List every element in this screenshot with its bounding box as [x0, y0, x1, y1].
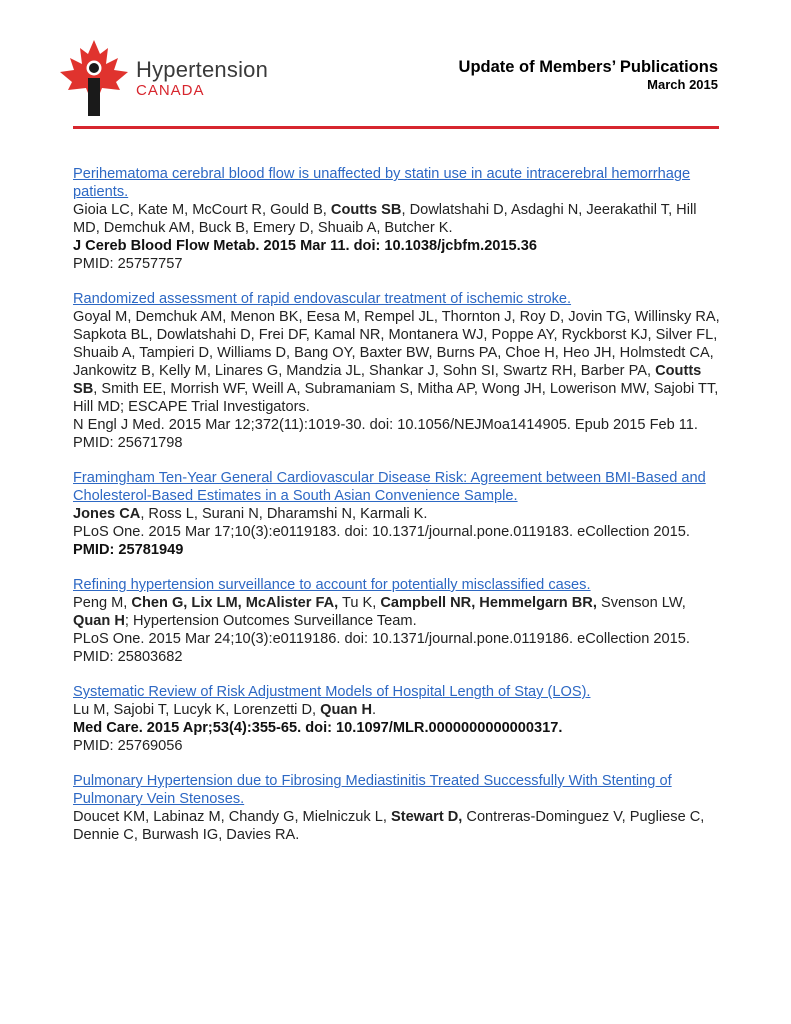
publication-citation: N Engl J Med. 2015 Mar 12;372(11):1019-30. doi: 10.1056/NEJMoa1414905. Epub 2015 Feb 11.: [73, 417, 698, 433]
maple-leaf-person-icon: [58, 38, 130, 120]
publication-title-link[interactable]: Randomized assessment of rapid endovascular treatment of ischemic stroke.: [73, 291, 572, 307]
publication-authors: [73, 808, 723, 844]
author-text: Goyal M, Demchuk AM, Menon BK, Eesa M, Rempel JL, Thornton J, Roy D, Jovin TG, Willinsky RA, Sapkota BL, Dowlatshahi D, Frei DF, Kamal NR, Montanera WJ, Poppe AY, Ryckborst KJ, Silver FL, Shuaib A, Tampieri D, Williams D, Bang OY, Baxter BW, Burns PA, Choe H, Heo JH, Holmstedt CA, Jankowitz B, Kelly M, Linares G, Mandzia JL, Shankar J, Sohn SI, Swartz RH, Barber PA,: [73, 309, 720, 379]
publication-title-link[interactable]: Refining hypertension surveillance to account for potentially misclassified cases.: [73, 577, 591, 593]
publication-citation: J Cereb Blood Flow Metab. 2015 Mar 11. doi: 10.1038/jcbfm.2015.36: [73, 238, 537, 254]
member-author-name: Stewart D,: [390, 809, 463, 825]
publication-item: [73, 165, 723, 273]
page-date: March 2015: [647, 77, 718, 92]
author-text: Lu M, Sajobi T, Lucyk K, Lorenzetti D,: [73, 702, 321, 718]
author-text: Svenson LW,: [596, 595, 686, 611]
logo-subtitle: CANADA: [136, 82, 205, 99]
author-text: , Ross L, Surani N, Dharamshi N, Karmali K.: [140, 506, 428, 522]
publication-authors: [73, 701, 723, 719]
publication-authors: [73, 308, 723, 416]
publication-item: [73, 772, 723, 844]
publication-pmid: PMID: 25781949: [73, 542, 184, 558]
publication-pmid: PMID: 25769056: [73, 738, 183, 754]
author-text: Peng M,: [73, 595, 132, 611]
publication-authors: [73, 201, 723, 237]
member-author-name: Coutts SB: [330, 202, 402, 218]
author-text: Tu K,: [338, 595, 381, 611]
author-text: .: [372, 702, 377, 718]
publication-pmid: PMID: 25803682: [73, 649, 183, 665]
publication-pmid: PMID: 25757757: [73, 256, 183, 272]
publication-citation: PLoS One. 2015 Mar 24;10(3):e0119186. doi: 10.1371/journal.pone.0119186. eCollection 2015.: [73, 631, 690, 647]
publication-title-link[interactable]: Perihematoma cerebral blood flow is unaffected by statin use in acute intracerebral hemorrhage patients.: [73, 166, 691, 200]
publication-item: [73, 683, 723, 755]
author-text: , Smith EE, Morrish WF, Weill A, Subramaniam S, Mitha AP, Wong JH, Lowerison MW, Sajobi TT, Hill MD; ESCAPE Trial Investigators.: [73, 381, 719, 415]
publication-title-link[interactable]: Framingham Ten-Year General Cardiovascular Disease Risk: Agreement between BMI-Based and Cholesterol-Based Estimates in a South Asian Convenience Sample.: [73, 470, 706, 504]
publication-item: [73, 290, 723, 452]
author-text: , Dowlatshahi D, Asdaghi N, Jeerakathil T, Hill MD, Demchuk AM, Buck B, Emery D, Shuaib A, Butcher K.: [73, 202, 697, 236]
member-author-name: Chen G, Lix LM, McAlister FA,: [131, 595, 339, 611]
author-text: Doucet KM, Labinaz M, Chandy G, Mielniczuk L,: [73, 809, 391, 825]
member-author-name: Quan H: [320, 702, 373, 718]
logo-name: Hypertension: [136, 57, 269, 82]
publication-title-link[interactable]: Pulmonary Hypertension due to Fibrosing Mediastinitis Treated Successfully With Stenting of Pulmonary Vein Stenoses.: [73, 773, 672, 807]
author-text: Gioia LC, Kate M, McCourt R, Gould B,: [73, 202, 331, 218]
publication-citation: Med Care. 2015 Apr;53(4):355-65. doi: 10.1097/MLR.0000000000000317.: [73, 720, 563, 736]
member-author-name: Jones CA: [73, 506, 141, 522]
member-author-name: Coutts SB: [73, 363, 702, 397]
member-author-name: Campbell NR, Hemmelgarn BR,: [380, 595, 597, 611]
publication-title-link[interactable]: Systematic Review of Risk Adjustment Models of Hospital Length of Stay (LOS).: [73, 684, 591, 700]
publication-authors: [73, 594, 723, 630]
publication-citation: PLoS One. 2015 Mar 17;10(3):e0119183. doi: 10.1371/journal.pone.0119183. eCollection 2015.: [73, 524, 690, 540]
author-text: ; Hypertension Outcomes Surveillance Team.: [124, 613, 417, 629]
publication-list: [73, 165, 723, 861]
page-title: Update of Members’ Publications: [458, 58, 718, 76]
header-divider: [73, 126, 719, 129]
member-author-name: Quan H: [73, 613, 125, 629]
hypertension-canada-logo: [58, 38, 288, 120]
publication-authors: [73, 505, 723, 523]
publication-pmid: PMID: 25671798: [73, 435, 183, 451]
publication-item: [73, 576, 723, 666]
document-header: [459, 57, 718, 93]
publication-item: [73, 469, 723, 559]
author-text: Contreras-Dominguez V, Pugliese C, Dennie C, Burwash IG, Davies RA.: [73, 809, 705, 843]
